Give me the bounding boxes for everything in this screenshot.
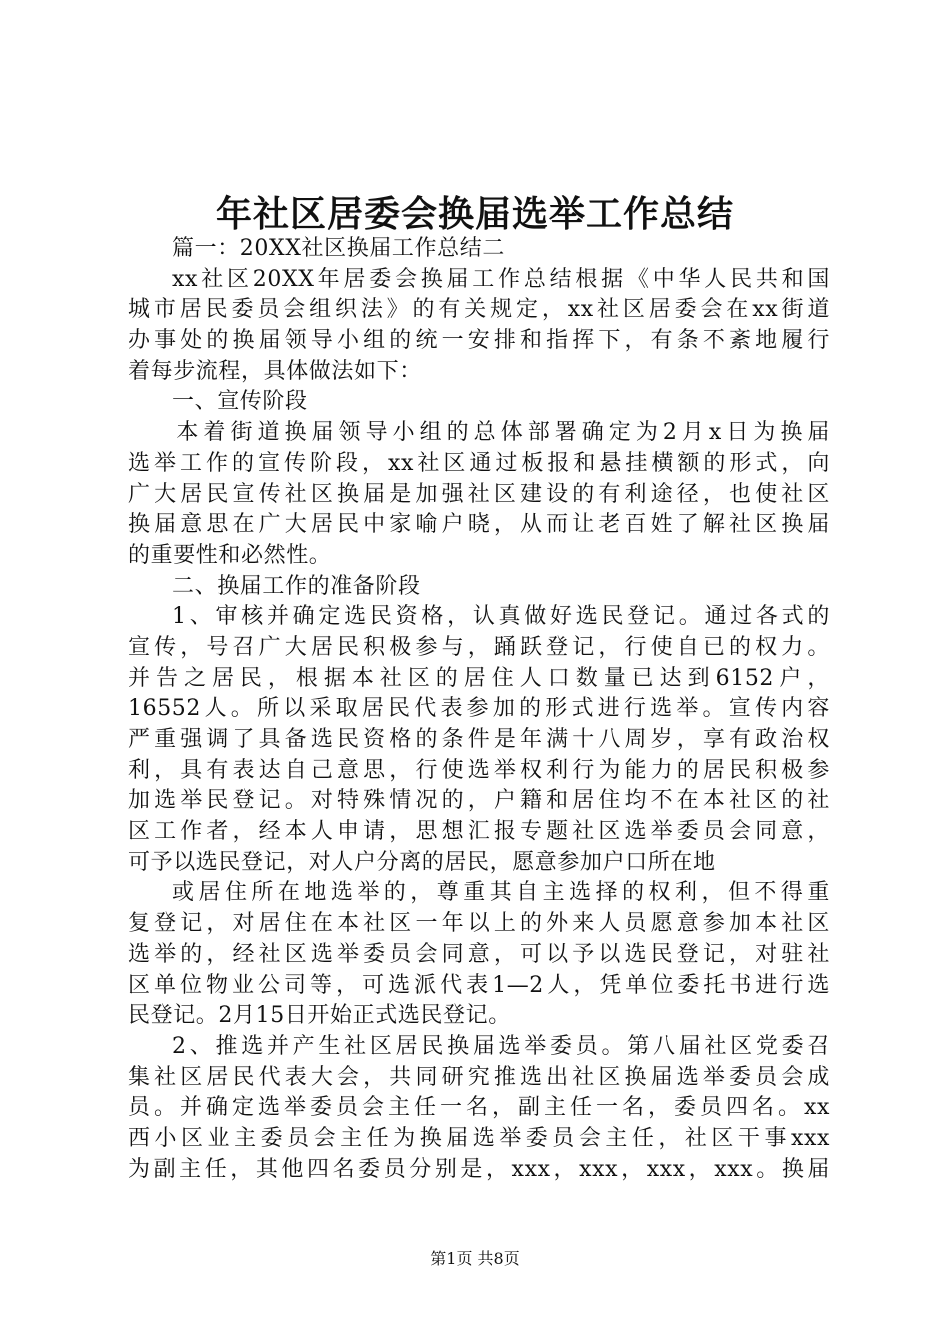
- text-line: 民登记。2月15日开始正式选民登记。: [128, 1003, 511, 1029]
- text-line: 西小区业主委员会主任为换届选举委员会主任，社区干事xxx: [128, 1125, 830, 1151]
- text-line: 可予以选民登记，对人户分离的居民，愿意参加户口所在地: [128, 849, 716, 875]
- text-line: 或居住所在地选举的，尊重其自主选择的权利，但不得重: [172, 880, 830, 906]
- text-line: 1、审核并确定选民资格，认真做好选民登记。通过各式的: [172, 604, 830, 630]
- text-line: 的重要性和必然性。: [128, 542, 332, 568]
- text-line: 集社区居民代表大会，共同研究推选出社区换届选举委员会成: [128, 1064, 830, 1090]
- text-line: 区单位物业公司等，可选派代表1—2人，凭单位委托书进行选: [128, 972, 830, 998]
- text-line: 复登记，对居住在本社区一年以上的外来人员愿意参加本社区: [128, 911, 830, 937]
- text-line: 员。并确定选举委员会主任一名，副主任一名，委员四名。xx: [128, 1095, 830, 1121]
- text-line: 区工作者，经本人申请，思想汇报专题社区选举委员会同意，: [128, 819, 830, 845]
- text-line: 加选举民登记。对特殊情况的，户籍和居住均不在本社区的社: [128, 788, 830, 814]
- page-footer: 第1页 共8页: [430, 1249, 520, 1268]
- document-title: 年社区居委会换届选举工作总结: [215, 193, 734, 235]
- document-body: [128, 234, 830, 1185]
- text-line: 二、换届工作的准备阶段: [172, 573, 421, 599]
- text-line: 办事处的换届领导小组的统一安排和指挥下，有条不紊地履行: [128, 328, 830, 354]
- text-line: 本着街道换届领导小组的总体部署确定为2月x日为换届: [176, 420, 830, 446]
- text-line: 利，具有表达自己意思，行使选举权利行为能力的居民积极参: [128, 757, 830, 783]
- text-line: 严重强调了具备选民资格的条件是年满十八周岁，享有政治权: [128, 727, 830, 752]
- text-line: 选举的，经社区选举委员会同意，可以予以选民登记，对驻社: [128, 941, 830, 967]
- text-line: 城市居民委员会组织法》的有关规定，xx社区居委会在xx街道: [128, 297, 830, 323]
- text-line: 篇一：20XX社区换届工作总结二: [172, 236, 505, 261]
- text-line: xx社区20XX年居委会换届工作总结根据《中华人民共和国: [172, 266, 830, 292]
- text-line: 着每步流程，具体做法如下：: [128, 358, 422, 384]
- text-line: 2、推选并产生社区居民换届选举委员。第八届社区党委召: [172, 1033, 830, 1059]
- text-line: 广大居民宣传社区换届是加强社区建设的有利途径，也使社区: [128, 481, 830, 507]
- text-line: 一、宣传阶段: [172, 389, 308, 415]
- text-line: 16552人。所以采取居民代表参加的形式进行选举。宣传内容: [128, 696, 830, 722]
- text-line: 选举工作的宣传阶段，xx社区通过板报和悬挂横额的形式，向: [128, 450, 830, 476]
- text-line: 换届意思在广大居民中家喻户晓，从而让老百姓了解社区换届: [128, 512, 830, 538]
- text-line: 为副主任，其他四名委员分别是，xxx，xxx，xxx，xxx。换届: [128, 1156, 830, 1182]
- text-line: 并告之居民，根据本社区的居住人口数量已达到6152户，: [128, 665, 830, 691]
- text-line: 宣传，号召广大居民积极参与，踊跃登记，行使自已的权力。: [128, 634, 830, 660]
